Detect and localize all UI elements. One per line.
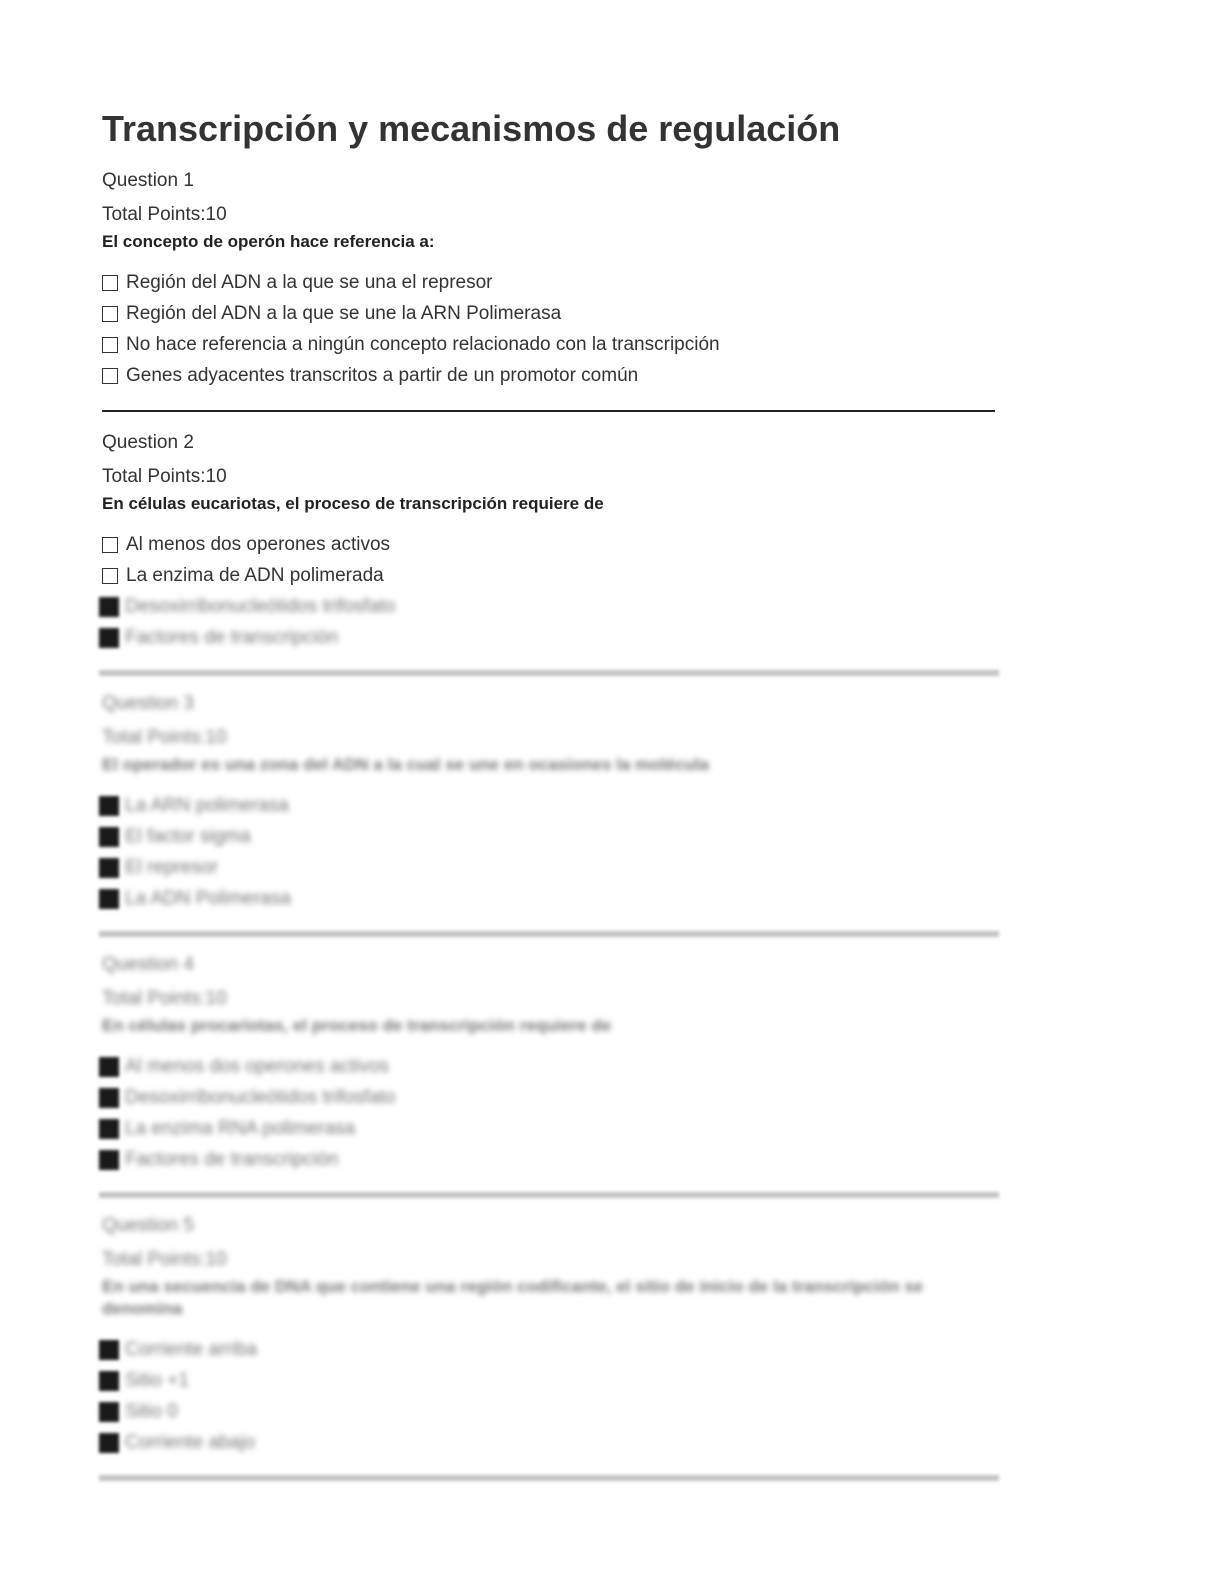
- question-points: Total Points:10: [102, 988, 227, 1009]
- question-divider: [102, 410, 995, 412]
- option-label: Región del ADN a la que se una el represor: [126, 271, 493, 293]
- option-label: Desoxirribonucleótidos trifosfato: [125, 595, 396, 617]
- option-label: Corriente abajo: [125, 1431, 255, 1453]
- question-label: Question 3: [102, 693, 194, 714]
- option-item: [102, 1051, 1002, 1082]
- option-list: [102, 267, 1002, 391]
- checkbox[interactable]: [102, 537, 118, 553]
- checkbox: [99, 1119, 119, 1139]
- question-label: Question 1: [102, 170, 194, 191]
- checkbox: [99, 1150, 119, 1170]
- option-label: Al menos dos operones activos: [125, 1055, 390, 1077]
- option-label: El represor: [125, 856, 218, 878]
- option-label: No hace referencia a ningún concepto relacionado con la transcripción: [126, 333, 720, 355]
- option-label: Al menos dos operones activos: [126, 533, 391, 555]
- question-5: [102, 1214, 1002, 1458]
- checkbox: [99, 1402, 119, 1422]
- question-divider: [99, 1192, 999, 1198]
- checkbox[interactable]: [102, 368, 118, 384]
- option-item[interactable]: [102, 560, 1002, 591]
- checkbox[interactable]: [102, 568, 118, 584]
- question-divider: [99, 1475, 999, 1481]
- option-item[interactable]: [102, 529, 1002, 560]
- option-label: El factor sigma: [125, 825, 251, 847]
- option-list: [102, 1051, 1002, 1175]
- option-label: Genes adyacentes transcritos a partir de un promotor común: [126, 364, 639, 386]
- option-item[interactable]: [102, 267, 1002, 298]
- option-item: [102, 821, 1002, 852]
- option-label: Sitio 0: [125, 1400, 178, 1422]
- quiz-document: [102, 104, 1002, 1497]
- checkbox: [99, 597, 119, 617]
- option-item: [102, 790, 1002, 821]
- question-prompt: En células eucariotas, el proceso de transcripción requiere de: [102, 494, 604, 513]
- option-item[interactable]: [102, 360, 1002, 391]
- option-item[interactable]: [102, 298, 1002, 329]
- option-item: [102, 591, 1002, 622]
- checkbox: [99, 1371, 119, 1391]
- checkbox: [99, 1433, 119, 1453]
- option-list: [102, 1334, 1002, 1458]
- option-label: Región del ADN a la que se une la ARN Polimerasa: [126, 302, 562, 324]
- question-points: Total Points:10: [102, 204, 227, 225]
- option-item: [102, 622, 1002, 653]
- option-item: [102, 852, 1002, 883]
- question-prompt: En una secuencia de DNA que contiene una región codificante, el sitio de inicio de la transcripción se denomina: [102, 1277, 924, 1318]
- option-label: Desoxirribonucleótidos trifosfato: [125, 1086, 396, 1108]
- checkbox: [99, 858, 119, 878]
- question-points: Total Points:10: [102, 727, 227, 748]
- option-item: [102, 1144, 1002, 1175]
- option-item[interactable]: [102, 329, 1002, 360]
- question-prompt: En células procariotas, el proceso de transcripción requiere de: [102, 1016, 612, 1035]
- option-label: Factores de transcripción: [125, 626, 339, 648]
- question-1: [102, 169, 1002, 391]
- question-4: [102, 953, 1002, 1175]
- question-label: Question 2: [102, 432, 194, 453]
- question-divider: [99, 931, 999, 937]
- option-label: Factores de transcripción: [125, 1148, 339, 1170]
- question-prompt: El concepto de operón hace referencia a:: [102, 232, 435, 251]
- option-item: [102, 1396, 1002, 1427]
- checkbox: [99, 827, 119, 847]
- option-item: [102, 1427, 1002, 1458]
- option-item: [102, 1365, 1002, 1396]
- option-item: [102, 1113, 1002, 1144]
- question-label: Question 4: [102, 954, 194, 975]
- checkbox[interactable]: [102, 306, 118, 322]
- option-item: [102, 1334, 1002, 1365]
- option-label: La enzima de ADN polimerada: [126, 564, 384, 586]
- question-divider: [99, 670, 999, 676]
- option-label: La enzima RNA polimerasa: [125, 1117, 356, 1139]
- checkbox: [99, 628, 119, 648]
- checkbox: [99, 1340, 119, 1360]
- question-2: [102, 431, 1002, 653]
- option-item: [102, 1082, 1002, 1113]
- option-label: La ARN polimerasa: [125, 794, 289, 816]
- option-list: [102, 790, 1002, 914]
- checkbox[interactable]: [102, 337, 118, 353]
- checkbox: [99, 796, 119, 816]
- option-list: [102, 529, 1002, 653]
- option-item: [102, 883, 1002, 914]
- question-label: Question 5: [102, 1215, 194, 1236]
- checkbox[interactable]: [102, 275, 118, 291]
- checkbox: [99, 1057, 119, 1077]
- checkbox: [99, 889, 119, 909]
- question-prompt: El operador es una zona del ADN a la cual se une en ocasiones la molécula: [102, 755, 709, 774]
- option-label: La ADN Polimerasa: [125, 887, 291, 909]
- question-points: Total Points:10: [102, 1249, 227, 1270]
- question-points: Total Points:10: [102, 466, 227, 487]
- checkbox: [99, 1088, 119, 1108]
- option-label: Corriente arriba: [125, 1338, 257, 1360]
- question-3: [102, 692, 1002, 914]
- document-title: Transcripción y mecanismos de regulación: [102, 108, 841, 149]
- option-label: Sitio +1: [125, 1369, 189, 1391]
